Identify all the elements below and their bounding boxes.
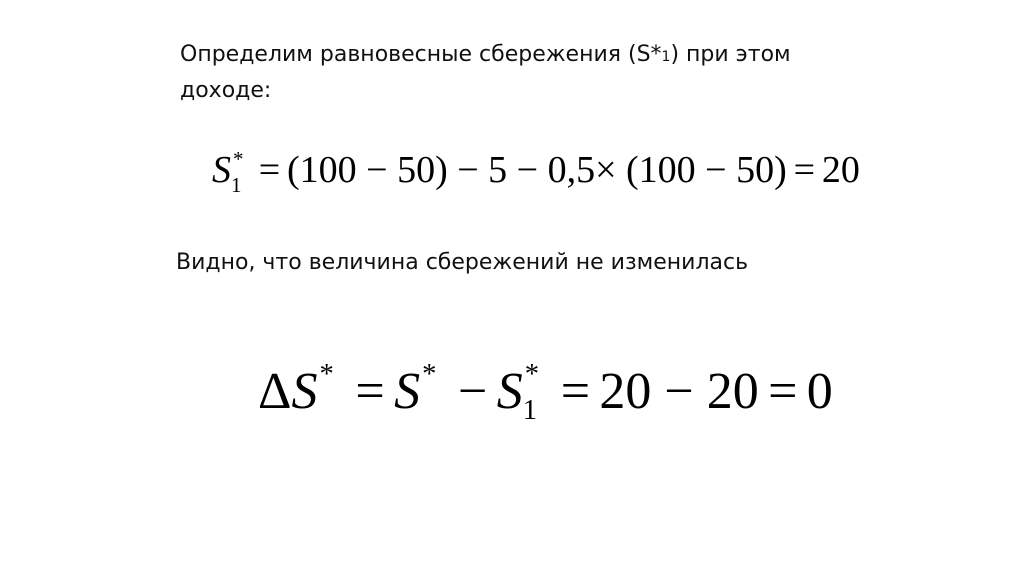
- intro-text-before: Определим равновесные сбережения (S*: [180, 42, 662, 67]
- formula1-result: 20: [821, 149, 860, 191]
- formula2-eq1: =: [355, 363, 385, 420]
- formula1-sup: *: [233, 146, 244, 171]
- formula2-eq2: =: [560, 363, 591, 420]
- formula2-eq3: =: [768, 363, 798, 420]
- formula2-result: 0: [806, 363, 833, 420]
- formula2-sup1: *: [319, 359, 334, 391]
- intro-subscript: 1: [661, 49, 671, 65]
- formula1-sub: 1: [231, 172, 242, 197]
- formula2-sub3: 1: [522, 394, 538, 426]
- formula2-var3: S: [496, 363, 523, 420]
- savings-formula: [212, 140, 860, 200]
- formula2-delta: Δ: [258, 363, 292, 420]
- formula1-var: S: [212, 149, 231, 191]
- formula1-expr: (100 − 50) − 5 − 0,5× (100 − 50): [286, 149, 787, 191]
- formula2-sup3: *: [524, 359, 540, 391]
- formula2-indices3: [522, 356, 552, 426]
- intro-text: [180, 38, 820, 108]
- formula2-expr: 20 − 20: [599, 363, 759, 420]
- delta-formula: [258, 352, 833, 432]
- formula2-indices1: [317, 356, 346, 408]
- formula1-eq1: =: [258, 149, 281, 191]
- formula2-sup2: *: [422, 359, 437, 391]
- formula2-var2: S: [394, 363, 421, 420]
- intro-text-after: ) при этом доходе:: [180, 42, 791, 103]
- formula2-indices2: [420, 356, 449, 408]
- formula1-indices: [231, 144, 252, 197]
- formula2-var1: S: [291, 363, 318, 420]
- conclusion-text: Видно, что величина сбережений не изменилась: [176, 250, 749, 275]
- formula2-minus: −: [458, 363, 488, 420]
- formula1-eq2: =: [793, 149, 816, 191]
